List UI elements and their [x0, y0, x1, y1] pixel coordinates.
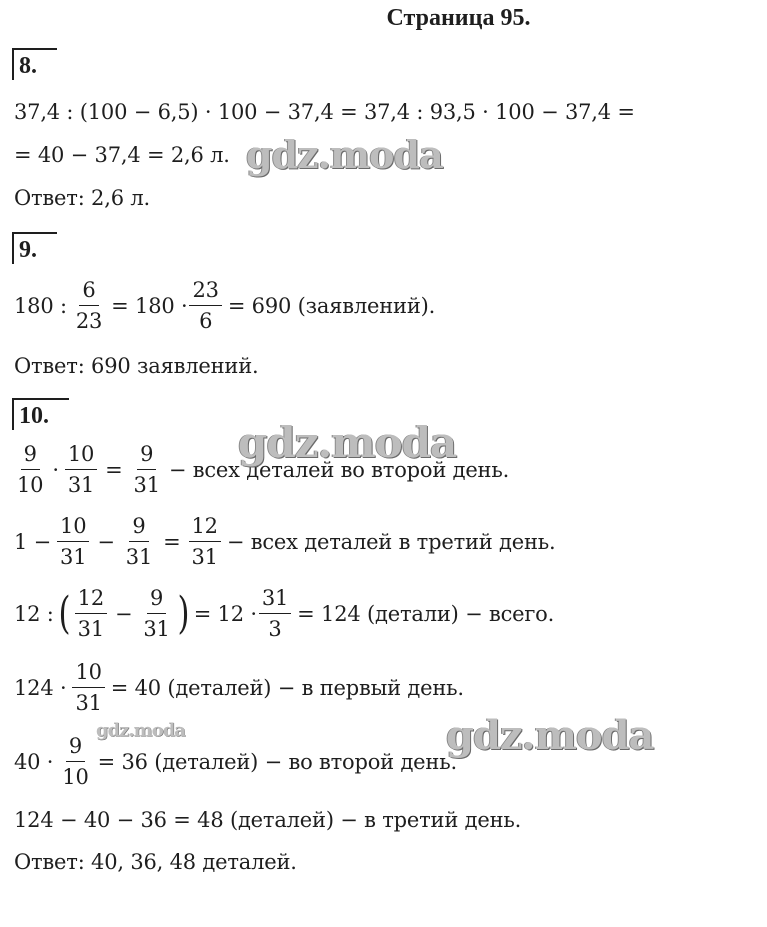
denominator: 31	[75, 691, 102, 715]
numerator: 23	[189, 280, 221, 306]
t9-b: = 180 ·	[111, 294, 188, 318]
task-10-line-4	[14, 662, 464, 714]
numerator: 9	[147, 588, 166, 614]
task-8-number: 8.	[12, 48, 57, 80]
numerator: 9	[66, 736, 85, 762]
task-8-line-1: 37,4 : (100 − 6,5) · 100 − 37,4 = 37,4 : 93,5 · 100 − 37,4 =	[14, 100, 635, 124]
t10-a: 1 −	[14, 530, 52, 554]
watermark: gdz.moda	[238, 418, 457, 467]
page-title: Страница 95.	[386, 5, 531, 31]
fraction	[123, 516, 155, 568]
denominator: 6	[199, 309, 213, 333]
operator: −	[97, 530, 115, 554]
fraction	[72, 662, 104, 714]
t10-a: 40 ·	[14, 750, 54, 774]
numerator: 12	[75, 588, 107, 614]
task-10-line-6: 124 − 40 − 36 = 48 (деталей) − в третий день.	[14, 808, 522, 832]
description: = 36 (деталей) − во второй день.	[97, 750, 457, 774]
watermark: gdz.moda	[246, 132, 443, 177]
fraction	[131, 444, 163, 496]
description: − всех деталей во второй день.	[168, 458, 510, 482]
t10-a: 124 ·	[14, 676, 67, 700]
t10-b: = 12 ·	[193, 602, 257, 626]
task-9-number: 9.	[12, 232, 57, 264]
numerator: 31	[259, 588, 291, 614]
equals: =	[163, 530, 181, 554]
watermark: gdz.moda	[96, 720, 185, 741]
denominator: 10	[17, 473, 44, 497]
numerator: 10	[57, 516, 89, 542]
numerator: 9	[21, 444, 40, 470]
description: − всех деталей в третий день.	[226, 530, 556, 554]
denominator: 3	[268, 617, 282, 641]
denominator: 31	[60, 545, 87, 569]
numerator: 6	[79, 280, 98, 306]
fraction	[140, 588, 172, 640]
fraction	[73, 280, 105, 332]
fraction	[57, 516, 89, 568]
fraction	[59, 736, 91, 788]
denominator: 31	[133, 473, 160, 497]
task-8-answer: Ответ: 2,6 л.	[14, 186, 150, 210]
denominator: 10	[62, 765, 89, 789]
denominator: 31	[67, 473, 95, 497]
fraction	[65, 444, 97, 496]
fraction	[189, 516, 221, 568]
task-10-line-3	[14, 588, 554, 640]
fraction	[259, 588, 291, 640]
numerator: 9	[137, 444, 156, 470]
numerator: 9	[129, 516, 148, 542]
fraction	[14, 444, 46, 496]
fraction	[189, 280, 221, 332]
equals: =	[105, 458, 123, 482]
operator: ·	[52, 458, 59, 482]
numerator: 12	[189, 516, 221, 542]
description: = 40 (деталей) − в первый день.	[110, 676, 464, 700]
task-8-line-2: = 40 − 37,4 = 2,6 л.	[14, 143, 230, 167]
right-paren: )	[177, 588, 190, 639]
task-10-answer: Ответ: 40, 36, 48 деталей.	[14, 850, 297, 874]
task-9-answer: Ответ: 690 заявлений.	[14, 354, 259, 378]
t9-a: 180 :	[14, 294, 67, 318]
t10-a: 12 :	[14, 602, 54, 626]
description: = 124 (детали) − всего.	[297, 602, 555, 626]
fraction	[75, 588, 107, 640]
task-10-line-2	[14, 516, 556, 568]
task-9-equation	[14, 280, 435, 332]
numerator: 10	[72, 662, 104, 688]
task-10-number: 10.	[12, 398, 69, 430]
task-10-line-5	[14, 736, 457, 788]
denominator: 31	[143, 617, 170, 641]
left-paren: (	[58, 588, 71, 639]
denominator: 31	[191, 545, 218, 569]
denominator: 23	[75, 309, 103, 333]
denominator: 31	[77, 617, 104, 641]
watermark: gdz.moda	[446, 712, 654, 759]
operator: −	[114, 602, 133, 626]
t9-c: = 690 (заявлений).	[227, 294, 436, 318]
numerator: 10	[65, 444, 97, 470]
denominator: 31	[125, 545, 153, 569]
